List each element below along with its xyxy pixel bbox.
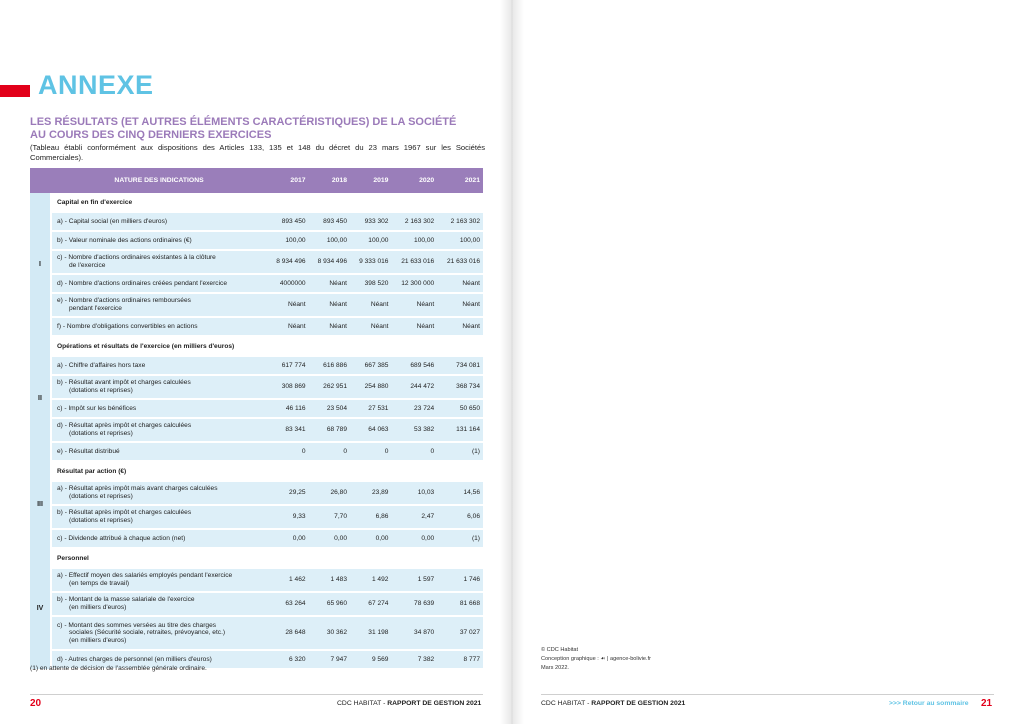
results-table: [30, 168, 483, 670]
header-nature: NATURE DES INDICATIONS: [51, 168, 267, 193]
section-title: Résultat par action (€): [57, 468, 127, 476]
row-label-line: c) - Dividende attribué à chaque action (net): [57, 534, 186, 542]
footer-rule-left: [30, 694, 483, 695]
value-cell: Néant: [267, 293, 308, 317]
value-cell: 9,33: [267, 505, 308, 529]
table-header-row: [30, 168, 483, 193]
row-label-line: b) - Montant de la masse salariale de l'exercice: [57, 596, 195, 604]
table-row: [30, 213, 483, 231]
value-cell: 368 734: [437, 375, 483, 399]
row-label: [51, 317, 267, 336]
section-header-row: [30, 548, 483, 569]
row-label-line: c) - Impôt sur les bénéfices: [57, 404, 137, 412]
section-header-row: [30, 461, 483, 482]
section-roman-numeral: I: [30, 193, 51, 336]
row-label: [51, 250, 267, 274]
table-row: [30, 317, 483, 336]
value-cell: 31 198: [350, 616, 391, 650]
header-year: 2019: [350, 168, 391, 193]
value-cell: 26,80: [309, 482, 350, 505]
row-label: [51, 482, 267, 505]
value-cell: 131 164: [437, 418, 483, 442]
value-cell: 0: [267, 442, 308, 461]
value-cell: 0,00: [350, 529, 391, 548]
table-row: [30, 231, 483, 250]
value-cell: 2,47: [391, 505, 437, 529]
row-label: [51, 592, 267, 616]
running-footer-right: [541, 700, 685, 707]
value-cell: 37 027: [437, 616, 483, 650]
value-cell: 0,00: [267, 529, 308, 548]
row-label: [51, 529, 267, 548]
value-cell: 893 450: [267, 213, 308, 231]
row-label-line: d) - Nombre d'actions ordinaires créées pendant l'exercice: [57, 279, 228, 287]
page-number-right: 21: [981, 698, 993, 709]
value-cell: 254 880: [350, 375, 391, 399]
value-cell: 617 774: [267, 357, 308, 375]
row-label-line: a) - Chiffre d'affaires hors taxe: [57, 361, 146, 369]
value-cell: 100,00: [309, 231, 350, 250]
section-header-row: [30, 193, 483, 213]
row-label: [51, 505, 267, 529]
subtitle-line-2: AU COURS DES CINQ DERNIERS EXERCICES: [30, 129, 272, 141]
value-cell: 6,86: [350, 505, 391, 529]
value-cell: 81 668: [437, 592, 483, 616]
value-cell: Néant: [391, 293, 437, 317]
row-label: [51, 442, 267, 461]
value-cell: 2 163 302: [437, 213, 483, 231]
table-row: [30, 592, 483, 616]
row-label: [51, 357, 267, 375]
table-row: [30, 357, 483, 375]
value-cell: 14,56: [437, 482, 483, 505]
row-label-line: d) - Résultat après impôt et charges calculées: [57, 422, 192, 430]
value-cell: 23,89: [350, 482, 391, 505]
value-cell: 8 934 496: [267, 250, 308, 274]
value-cell: 28 648: [267, 616, 308, 650]
value-cell: (1): [437, 529, 483, 548]
running-title: RAPPORT DE GESTION 2021: [387, 700, 482, 707]
value-cell: 9 569: [350, 650, 391, 669]
table-row: [30, 442, 483, 461]
value-cell: 23 724: [391, 399, 437, 418]
value-cell: 308 869: [267, 375, 308, 399]
value-cell: 67 274: [350, 592, 391, 616]
value-cell: 0: [309, 442, 350, 461]
credit-line: Conception graphique : ☙ | agence-bolivie.fr: [541, 656, 652, 662]
value-cell: 2 163 302: [391, 213, 437, 231]
value-cell: 262 951: [309, 375, 350, 399]
value-cell: Néant: [309, 317, 350, 336]
value-cell: 0,00: [309, 529, 350, 548]
value-cell: 100,00: [391, 231, 437, 250]
value-cell: Néant: [437, 293, 483, 317]
value-cell: 34 870: [391, 616, 437, 650]
value-cell: 1 597: [391, 569, 437, 592]
credits-block: [541, 646, 651, 673]
row-label: [51, 616, 267, 650]
page-title: ANNEXE: [38, 70, 154, 100]
row-label-line: f) - Nombre d'obligations convertibles en actions: [57, 322, 198, 330]
credit-line: Mars 2022.: [541, 665, 569, 671]
table-row: [30, 529, 483, 548]
row-label-line: a) - Capital social (en milliers d'euros): [57, 217, 168, 225]
page-number-left: 20: [30, 698, 42, 709]
value-cell: Néant: [350, 317, 391, 336]
value-cell: (1): [437, 442, 483, 461]
value-cell: 7 947: [309, 650, 350, 669]
table-row: [30, 274, 483, 293]
table-body: [30, 193, 483, 669]
value-cell: 8 777: [437, 650, 483, 669]
value-cell: 68 789: [309, 418, 350, 442]
row-label: [51, 231, 267, 250]
value-cell: 1 462: [267, 569, 308, 592]
table-row: [30, 250, 483, 274]
row-label-line: e) - Résultat distribué: [57, 447, 120, 455]
value-cell: 1 746: [437, 569, 483, 592]
value-cell: 0: [391, 442, 437, 461]
value-cell: 7,70: [309, 505, 350, 529]
value-cell: 23 504: [309, 399, 350, 418]
header-roman-cell: [30, 168, 51, 193]
intro-text: (Tableau établi conformément aux dispositions des Articles 133, 135 et 148 du décret du 23 mars 1967 sur les Sociétés Commerciales).: [30, 143, 485, 162]
row-label-line: sociales (Sécurité sociale, retraites, prévoyance, etc.): [69, 629, 226, 637]
footnote: (1) en attente de décision de l'assemblée générale ordinaire.: [30, 665, 207, 672]
table-row: [30, 616, 483, 650]
header-year: 2018: [309, 168, 350, 193]
value-cell: 50 650: [437, 399, 483, 418]
row-label-line: (en milliers d'euros): [69, 636, 127, 644]
header-year: 2017: [267, 168, 308, 193]
value-cell: 21 633 016: [437, 250, 483, 274]
value-cell: 734 081: [437, 357, 483, 375]
back-to-summary-link[interactable]: >>> Retour au sommaire: [889, 700, 969, 707]
value-cell: 1 483: [309, 569, 350, 592]
row-label: [51, 213, 267, 231]
value-cell: 689 546: [391, 357, 437, 375]
row-label-line: (en temps de travail): [69, 580, 130, 587]
value-cell: Néant: [437, 317, 483, 336]
value-cell: 6 320: [267, 650, 308, 669]
table-row: [30, 505, 483, 529]
row-label-line: b) - Valeur nominale des actions ordinaires (€): [57, 236, 192, 244]
running-brand: CDC HABITAT -: [337, 700, 388, 707]
row-label-line: b) - Résultat après impôt et charges calculées: [57, 509, 192, 517]
value-cell: 10,03: [391, 482, 437, 505]
value-cell: 0,00: [391, 529, 437, 548]
value-cell: 78 639: [391, 592, 437, 616]
value-cell: 46 116: [267, 399, 308, 418]
value-cell: 667 385: [350, 357, 391, 375]
credit-line: © CDC Habitat: [541, 647, 579, 653]
value-cell: Néant: [437, 274, 483, 293]
row-label-line: e) - Nombre d'actions ordinaires remboursées: [57, 297, 191, 305]
row-label-line: a) - Résultat après impôt mais avant charges calculées: [57, 485, 218, 493]
value-cell: 0: [350, 442, 391, 461]
value-cell: 27 531: [350, 399, 391, 418]
value-cell: 63 264: [267, 592, 308, 616]
value-cell: 12 300 000: [391, 274, 437, 293]
section-title: Opérations et résultats de l'exercice (en milliers d'euros): [57, 343, 235, 351]
row-label-line: de l'exercice: [69, 262, 106, 269]
row-label: [51, 274, 267, 293]
value-cell: 398 520: [350, 274, 391, 293]
row-label: [51, 293, 267, 317]
value-cell: 933 302: [350, 213, 391, 231]
row-label-line: c) - Nombre d'actions ordinaires existantes à la clôture: [57, 254, 216, 262]
row-label-line: c) - Montant des sommes versées au titre des charges: [57, 621, 217, 629]
row-label-line: (dotations et reprises): [69, 493, 133, 500]
running-title: RAPPORT DE GESTION 2021: [591, 700, 686, 707]
value-cell: 29,25: [267, 482, 308, 505]
running-footer-left: [337, 700, 481, 707]
value-cell: Néant: [350, 293, 391, 317]
row-label-line: (dotations et reprises): [69, 430, 133, 437]
right-page: [512, 0, 1024, 724]
row-label: [51, 375, 267, 399]
row-label-line: b) - Résultat avant impôt et charges calculées: [57, 379, 191, 387]
row-label: [51, 399, 267, 418]
value-cell: 4000000: [267, 274, 308, 293]
section-roman-numeral: II: [30, 336, 51, 461]
value-cell: 9 333 016: [350, 250, 391, 274]
row-label-line: pendant l'exercice: [69, 305, 122, 312]
value-cell: 100,00: [267, 231, 308, 250]
value-cell: Néant: [391, 317, 437, 336]
value-cell: Néant: [309, 274, 350, 293]
row-label-line: (en milliers d'euros): [69, 604, 127, 611]
value-cell: 8 934 496: [309, 250, 350, 274]
red-marker-bar: [0, 85, 30, 97]
row-label-line: (dotations et reprises): [69, 517, 133, 524]
running-brand: CDC HABITAT -: [541, 700, 592, 707]
value-cell: Néant: [309, 293, 350, 317]
value-cell: 64 063: [350, 418, 391, 442]
table-row: [30, 375, 483, 399]
value-cell: 65 960: [309, 592, 350, 616]
value-cell: 6,06: [437, 505, 483, 529]
row-label-line: d) - Autres charges de personnel (en milliers d'euros): [57, 655, 212, 663]
section-title: Capital en fin d'exercice: [57, 199, 133, 207]
row-label: [51, 418, 267, 442]
table-row: [30, 482, 483, 505]
row-label: [51, 569, 267, 592]
subtitle-line-1: LES RÉSULTATS (ET AUTRES ÉLÉMENTS CARACTÉRISTIQUES) DE LA SOCIÉTÉ: [30, 116, 457, 128]
value-cell: 53 382: [391, 418, 437, 442]
section-subtitle: [30, 116, 490, 142]
table-row: [30, 418, 483, 442]
value-cell: Néant: [267, 317, 308, 336]
section-title: Personnel: [57, 555, 89, 563]
value-cell: 893 450: [309, 213, 350, 231]
value-cell: 616 886: [309, 357, 350, 375]
value-cell: 30 362: [309, 616, 350, 650]
value-cell: 244 472: [391, 375, 437, 399]
table-row: [30, 399, 483, 418]
value-cell: 7 382: [391, 650, 437, 669]
header-year: 2020: [391, 168, 437, 193]
value-cell: 100,00: [350, 231, 391, 250]
row-label-line: a) - Effectif moyen des salariés employés pendant l'exercice: [57, 572, 233, 580]
table-row: [30, 293, 483, 317]
value-cell: 21 633 016: [391, 250, 437, 274]
table-row: [30, 569, 483, 592]
value-cell: 83 341: [267, 418, 308, 442]
value-cell: 1 492: [350, 569, 391, 592]
row-label-line: (dotations et reprises): [69, 387, 133, 394]
section-header-row: [30, 336, 483, 357]
footer-rule-right: [541, 694, 994, 695]
section-roman-numeral: IV: [30, 548, 51, 669]
section-roman-numeral: III: [30, 461, 51, 548]
value-cell: 100,00: [437, 231, 483, 250]
header-year: 2021: [437, 168, 483, 193]
